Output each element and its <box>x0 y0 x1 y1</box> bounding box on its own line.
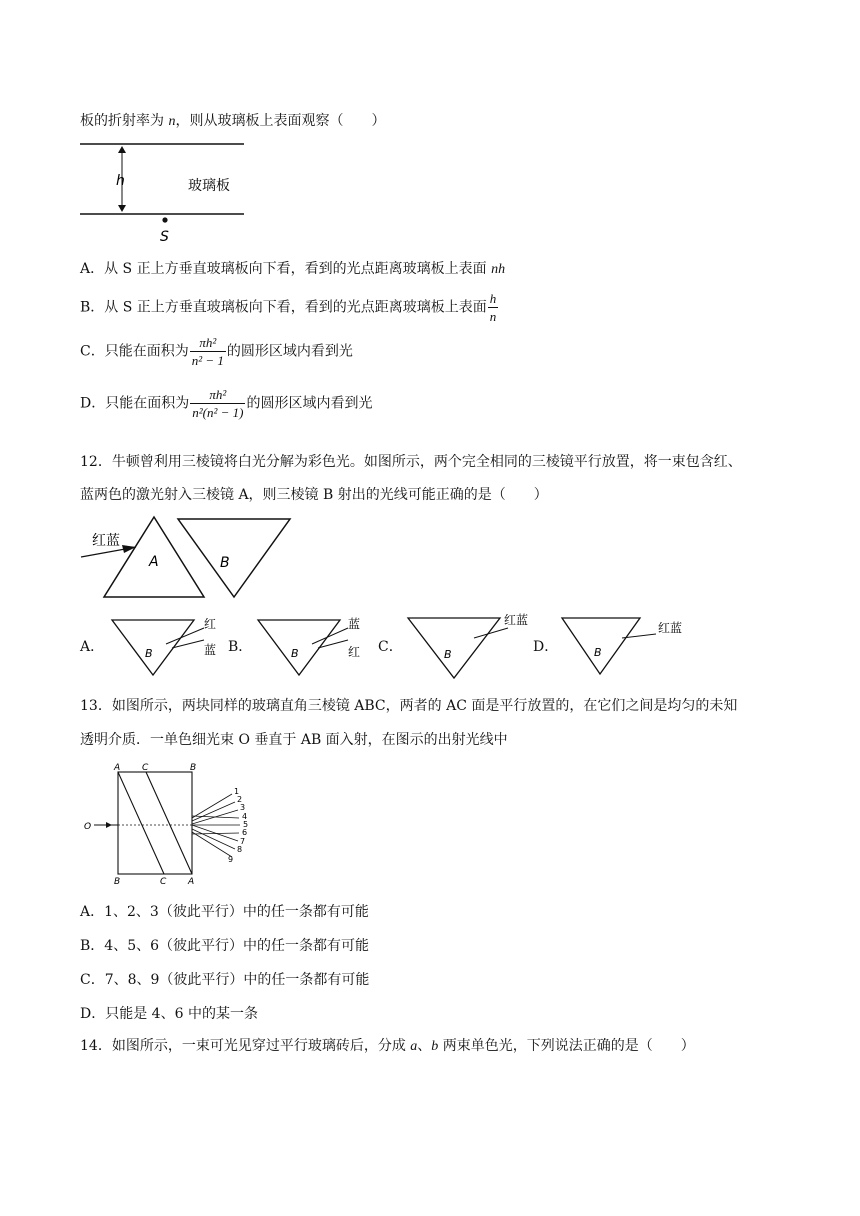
thickness-label: h <box>116 173 125 189</box>
svg-text:红蓝: 红蓝 <box>658 621 683 635</box>
q11-stem-n: n <box>168 114 176 129</box>
q13-double-prism-figure <box>80 763 280 885</box>
prism-b-label: B <box>220 555 230 571</box>
glass-plate-label: 玻璃板 <box>188 178 230 194</box>
svg-text:红蓝: 红蓝 <box>504 613 529 627</box>
q12-option-d-figure <box>558 612 698 680</box>
q12-option-d[interactable]: D． <box>533 639 559 655</box>
q12-prism-figure <box>78 513 318 603</box>
svg-text:3: 3 <box>240 803 246 812</box>
q11-option-c[interactable]: C．只能在面积为 $\frac{\text{πh²}}{\text{n² − 1}}$ 的圆形区域内看到光 <box>80 335 353 368</box>
svg-text:1: 1 <box>234 787 240 796</box>
q12-option-b[interactable]: B． <box>228 639 253 655</box>
q13-option-c[interactable]: C．7、8、9（彼此平行）中的任一条都有可能 <box>80 972 370 988</box>
q13-stem-line2: 透明介质．一单色细光束 O 垂直于 AB 面入射，在图示的出射光线中 <box>80 732 508 748</box>
q12-option-c[interactable]: C． <box>378 639 403 655</box>
q12-option-a[interactable]: A． <box>80 639 105 655</box>
q11-b-fraction: $\frac{h}{n}$ <box>489 291 497 324</box>
q13-option-a[interactable]: A．1、2、3（彼此平行）中的任一条都有可能 <box>80 904 369 920</box>
q11-option-b[interactable]: B．从 S 正上方垂直玻璃板向下看，看到的光点距离玻璃板上表面 $\frac{h}{n}$ <box>80 291 497 324</box>
q12-option-a-figure <box>108 612 228 680</box>
point-source-s <box>162 217 167 222</box>
q11-option-a[interactable]: A．从 S 正上方垂直玻璃板向下看，看到的光点距离玻璃板上表面 nh <box>80 261 506 277</box>
svg-text:B: B <box>594 646 602 659</box>
q12-stem-line1: 12．牛顿曾利用三棱镜将白光分解为彩色光。如图所示，两个完全相同的三棱镜平行放置，将一束包含红、 <box>80 454 742 470</box>
q11-c-fraction: $\frac{\text{πh²}}{\text{n² − 1}}$ <box>191 335 224 368</box>
prism-a-label: A <box>149 554 159 570</box>
prism-b <box>178 519 290 597</box>
q12-option-b-figure <box>254 612 374 680</box>
svg-text:红: 红 <box>348 645 361 659</box>
q13-stem-line1: 13．如图所示，两块同样的玻璃直角三棱镜 ABC，两者的 AC 面是平行放置的，在它们之间是均匀的未知 <box>80 698 738 714</box>
svg-text:A: A <box>114 763 121 773</box>
q14-stem: 14．如图所示，一束可光见穿过平行玻璃砖后，分成 a、b 两束单色光，下列说法正确的是（ ） <box>80 1038 695 1054</box>
svg-text:蓝: 蓝 <box>348 617 361 631</box>
svg-text:B: B <box>190 763 197 773</box>
svg-text:4: 4 <box>242 812 248 821</box>
svg-text:B: B <box>444 648 452 661</box>
svg-text:5: 5 <box>243 820 249 829</box>
svg-text:9: 9 <box>228 855 234 864</box>
svg-text:B: B <box>145 647 153 660</box>
q11-stem: 板的折射率为 n，则从玻璃板上表面观察（ ） <box>80 113 386 129</box>
q12-option-c-figure <box>404 612 534 680</box>
svg-text:O: O <box>84 822 92 832</box>
q11-option-d[interactable]: D．只能在面积为 $\frac{\text{πh²}}{\text{n²(n² − 1)}}$ 的圆形区域内看到光 <box>80 387 373 420</box>
q13-option-b[interactable]: B．4、5、6（彼此平行）中的任一条都有可能 <box>80 938 370 954</box>
svg-text:8: 8 <box>237 845 243 854</box>
svg-text:蓝: 蓝 <box>204 643 217 657</box>
svg-text:B: B <box>114 877 121 885</box>
svg-text:红: 红 <box>204 617 217 631</box>
q11-glass-plate-figure <box>78 140 278 245</box>
svg-text:7: 7 <box>240 837 246 846</box>
q12-stem-line2: 蓝两色的激光射入三棱镜 A，则三棱镜 B 射出的光线可能正确的是（ ） <box>80 487 548 503</box>
source-label: S <box>160 229 169 245</box>
svg-text:C: C <box>160 877 167 885</box>
svg-text:B: B <box>291 647 299 660</box>
svg-text:C: C <box>142 763 149 773</box>
incident-beam-label: 红蓝 <box>92 533 120 549</box>
q11-d-fraction: $\frac{\text{πh²}}{\text{n²(n² − 1)}}$ <box>192 387 244 420</box>
q13-option-d[interactable]: D．只能是 4、6 中的某一条 <box>80 1006 258 1022</box>
svg-text:A: A <box>188 877 195 885</box>
svg-text:2: 2 <box>237 795 243 804</box>
svg-text:6: 6 <box>242 828 248 837</box>
